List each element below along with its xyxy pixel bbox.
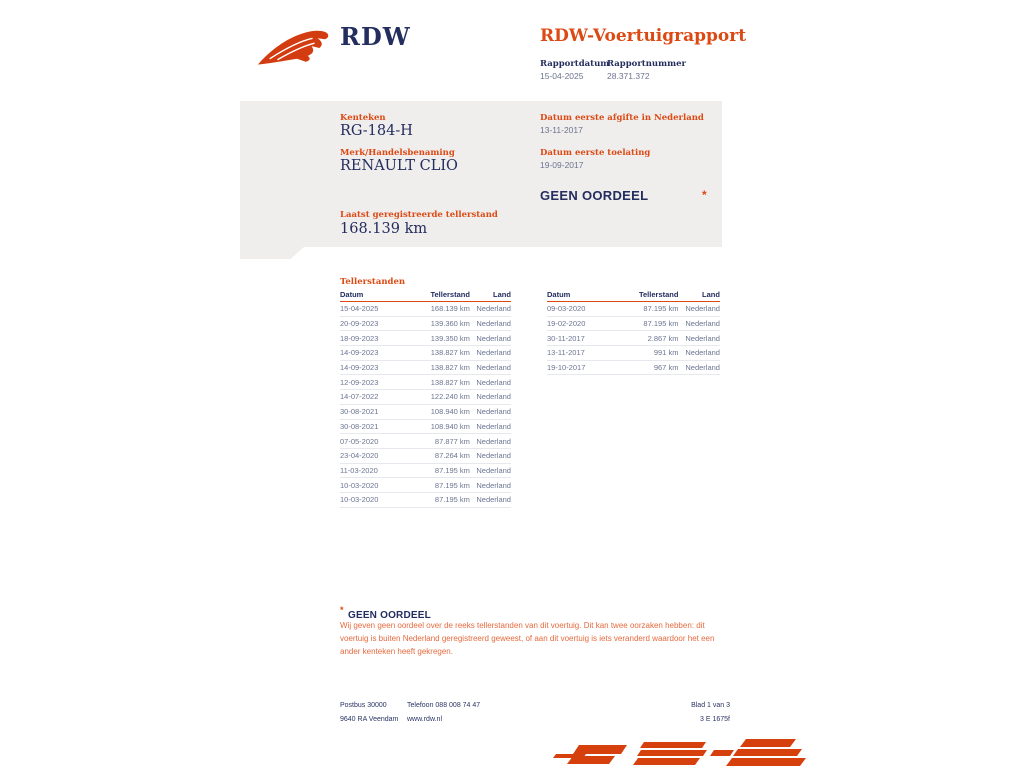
footer-telefoon: Telefoon 088 008 74 47 [407, 702, 481, 709]
table-row [547, 317, 720, 332]
report-date-label: Rapportdatum [540, 59, 610, 69]
footnote-title: GEEN OORDEEL [347, 610, 431, 621]
table-cell: Nederland [476, 333, 511, 343]
table-cell: 122.240 km [430, 392, 470, 402]
table-row [340, 302, 511, 317]
eerste-toelating-label: Datum eerste toelating [540, 148, 651, 158]
table-cell: 87.264 km [434, 451, 470, 461]
kenteken-value: RG-184-H [340, 123, 413, 139]
oordeel-footnote-marker: * [702, 188, 707, 202]
table-cell: Nederland [476, 304, 511, 314]
table-cell: 19-02-2020 [547, 319, 586, 329]
table-body [547, 302, 720, 375]
table-cell: 139.350 km [430, 333, 470, 343]
table-cell: 30-11-2017 [547, 333, 585, 343]
table-cell: 20-09-2023 [340, 319, 379, 329]
laatste-tellerstand-value: 168.139 km [340, 221, 428, 237]
table-cell: 15-04-2025 [340, 304, 379, 314]
laatste-tellerstand-label: Laatst geregistreerde tellerstand [340, 210, 498, 220]
table-cell: 23-04-2020 [340, 451, 379, 461]
table-cell: 87.195 km [643, 304, 679, 314]
table-cell: Nederland [476, 377, 511, 387]
column-header-tellerstand: Tellerstand [638, 290, 679, 299]
footer-plaats: 9640 RA Veendam [340, 716, 399, 723]
table-cell: 108.940 km [430, 421, 470, 431]
table-cell: 87.877 km [434, 436, 470, 446]
footer-website: www.rdw.nl [407, 716, 443, 723]
table-row [340, 405, 511, 420]
table-cell: 87.195 km [434, 495, 470, 505]
table-cell: 87.195 km [434, 480, 470, 490]
rdw-stripes-graphic-icon [545, 737, 807, 768]
table-cell: Nederland [685, 333, 720, 343]
oordeel-status: GEEN OORDEEL [540, 188, 649, 203]
report-number-label: Rapportnummer [607, 59, 686, 69]
rdw-logo-bird-icon [256, 28, 334, 72]
table-row [547, 346, 720, 361]
footer-page-number: Blad 1 van 3 [691, 702, 730, 709]
table-row [340, 434, 511, 449]
eerste-afgifte-value: 13-11-2017 [540, 125, 583, 135]
table-cell: 14-09-2023 [340, 363, 379, 373]
table-cell: 138.827 km [430, 348, 470, 358]
kenteken-label: Kenteken [340, 113, 386, 123]
table-cell: 12-09-2023 [340, 377, 379, 387]
table-cell: 108.940 km [430, 407, 470, 417]
table-row [340, 464, 511, 479]
footnote-marker: * [340, 605, 344, 615]
table-row [340, 317, 511, 332]
table-cell: 13-11-2017 [547, 348, 585, 358]
table-cell: Nederland [476, 436, 511, 446]
tellerstanden-table-left [340, 290, 511, 508]
table-cell: 139.360 km [430, 319, 470, 329]
eerste-toelating-value: 19-09-2017 [540, 160, 584, 170]
table-cell: 138.827 km [430, 377, 470, 387]
table-cell: Nederland [476, 319, 511, 329]
table-row [340, 420, 511, 435]
table-row [340, 346, 511, 361]
table-cell: 967 km [653, 363, 679, 373]
report-number-value: 28.371.372 [607, 71, 650, 81]
column-header-land: Land [702, 290, 720, 299]
table-cell: 87.195 km [643, 319, 679, 329]
table-cell: 07-05-2020 [340, 436, 379, 446]
summary-box-tab [240, 247, 304, 259]
table-cell: Nederland [476, 348, 511, 358]
table-cell: 10-03-2020 [340, 480, 379, 490]
table-cell: 30-08-2021 [340, 407, 379, 417]
table-cell: Nederland [685, 348, 720, 358]
table-row [340, 493, 511, 508]
document-title: RDW-Voertuigrapport [540, 26, 747, 46]
table-row [340, 361, 511, 376]
table-cell: Nederland [476, 480, 511, 490]
footnote-text: Wij geven geen oordeel over de reeks tellerstanden van dit voertuig. Dit kan twee oorzaken hebben: dit voertuig is buiten Nederland geregistreerd geweest, of aan dit voertuig is iets veranderd waardoor het een ander kenteken heeft gekregen. [340, 621, 715, 656]
table-header-row [547, 290, 720, 302]
table-row [547, 361, 720, 376]
table-cell: Nederland [476, 363, 511, 373]
table-cell: Nederland [476, 392, 511, 402]
table-cell: 991 km [653, 348, 679, 358]
column-header-datum: Datum [340, 290, 364, 299]
merk-value: RENAULT CLIO [340, 158, 458, 174]
table-cell: Nederland [476, 421, 511, 431]
eerste-afgifte-label: Datum eerste afgifte in Nederland [540, 113, 704, 123]
table-cell: Nederland [685, 304, 720, 314]
tellerstanden-table-right [547, 290, 720, 375]
table-cell: Nederland [476, 451, 511, 461]
table-cell: 14-09-2023 [340, 348, 379, 358]
table-row [340, 390, 511, 405]
table-cell: Nederland [476, 407, 511, 417]
table-row [340, 478, 511, 493]
table-cell: 14-07-2022 [340, 392, 379, 402]
table-cell: 19-10-2017 [547, 363, 586, 373]
table-row [547, 331, 720, 346]
table-cell: 87.195 km [434, 465, 470, 475]
tellerstanden-heading: Tellerstanden [340, 277, 406, 287]
table-cell: Nederland [685, 363, 720, 373]
column-header-tellerstand: Tellerstand [430, 290, 470, 299]
table-cell: 30-08-2021 [340, 421, 379, 431]
table-header-row [340, 290, 511, 302]
table-cell: 168.139 km [430, 304, 470, 314]
merk-label: Merk/Handelsbenaming [340, 148, 455, 158]
column-header-datum: Datum [547, 290, 571, 299]
table-body [340, 302, 511, 508]
table-row [340, 331, 511, 346]
table-cell: Nederland [685, 319, 720, 329]
table-row [547, 302, 720, 317]
table-cell: Nederland [476, 465, 511, 475]
table-cell: 138.827 km [430, 363, 470, 373]
table-cell: 10-03-2020 [340, 495, 379, 505]
report-date-value: 15-04-2025 [540, 71, 584, 81]
table-row [340, 449, 511, 464]
footer-postbus: Postbus 30000 [340, 702, 387, 709]
column-header-land: Land [493, 290, 511, 299]
table-cell: 11-03-2020 [340, 465, 378, 475]
rdw-logo-text: RDW [340, 22, 411, 51]
table-cell: 2.867 km [647, 333, 679, 343]
table-cell: Nederland [476, 495, 511, 505]
table-cell: 09-03-2020 [547, 304, 586, 314]
table-row [340, 375, 511, 390]
footer-form-code: 3 E 1675f [700, 716, 730, 723]
table-cell: 18-09-2023 [340, 333, 379, 343]
